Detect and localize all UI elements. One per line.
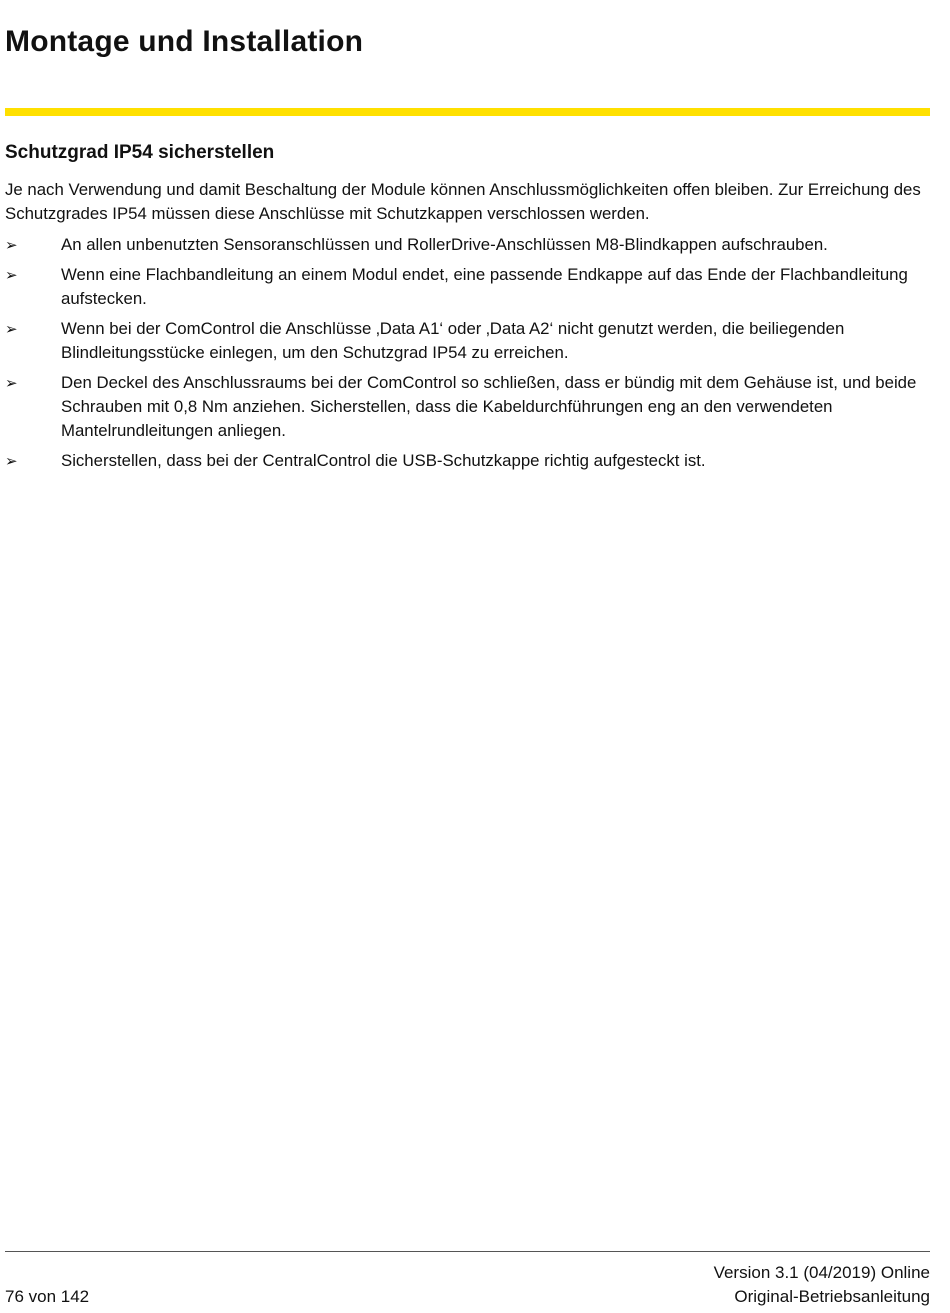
- arrowhead-bullet-icon: ➢: [5, 266, 18, 284]
- instruction-step: [5, 449, 935, 473]
- document-type-label: Original-Betriebsanleitung: [734, 1287, 930, 1306]
- intro-paragraph: Je nach Verwendung und damit Beschaltung der Module können Anschlussmöglichkeiten offen bleiben. Zur Erreichung des Schutzgrades IP54 müssen diese Anschlüsse mit Schutzkappen verschlossen werden.: [5, 180, 921, 223]
- footer-divider: [5, 1251, 930, 1252]
- instruction-step-text: An allen unbenutzten Sensoranschlüssen und RollerDrive-Anschlüssen M8-Blindkappen aufschrauben.: [61, 235, 828, 254]
- footer-document-info: [714, 1261, 930, 1309]
- arrowhead-bullet-icon: ➢: [5, 236, 18, 254]
- arrowhead-bullet-icon: ➢: [5, 452, 18, 470]
- arrowhead-bullet-icon: ➢: [5, 374, 18, 392]
- section-title: Schutzgrad IP54 sicherstellen: [5, 142, 275, 163]
- page-number: 76 von 142: [5, 1287, 90, 1306]
- instruction-list: [5, 233, 935, 479]
- chapter-title: Montage und Installation: [5, 25, 364, 58]
- instruction-step: [5, 317, 935, 365]
- instruction-step: [5, 263, 935, 311]
- instruction-step: [5, 233, 935, 257]
- instruction-step-text: Wenn bei der ComControl die Anschlüsse ‚Data A1‘ oder ‚Data A2‘ nicht genutzt werden, die beiliegenden Blindleitungsstücke einlegen, um den Schutzgrad IP54 zu erreichen.: [61, 319, 845, 362]
- arrowhead-bullet-icon: ➢: [5, 320, 18, 338]
- instruction-step-text: Sicherstellen, dass bei der CentralControl die USB-Schutzkappe richtig aufgesteckt ist.: [61, 451, 706, 470]
- instruction-step-text: Den Deckel des Anschlussraums bei der ComControl so schließen, dass er bündig mit dem Gehäuse ist, und beide Schrauben mit 0,8 Nm anziehen. Sicherstellen, dass die Kabeldurchführungen eng an den verwendeten Mantelrundleitungen anliegen.: [61, 373, 917, 440]
- version-label: Version 3.1 (04/2019) Online: [713, 1263, 930, 1282]
- yellow-divider-bar: [5, 108, 930, 116]
- instruction-step-text: Wenn eine Flachbandleitung an einem Modul endet, eine passende Endkappe auf das Ende der Flachbandleitung aufstecken.: [61, 265, 908, 308]
- instruction-step: [5, 371, 935, 443]
